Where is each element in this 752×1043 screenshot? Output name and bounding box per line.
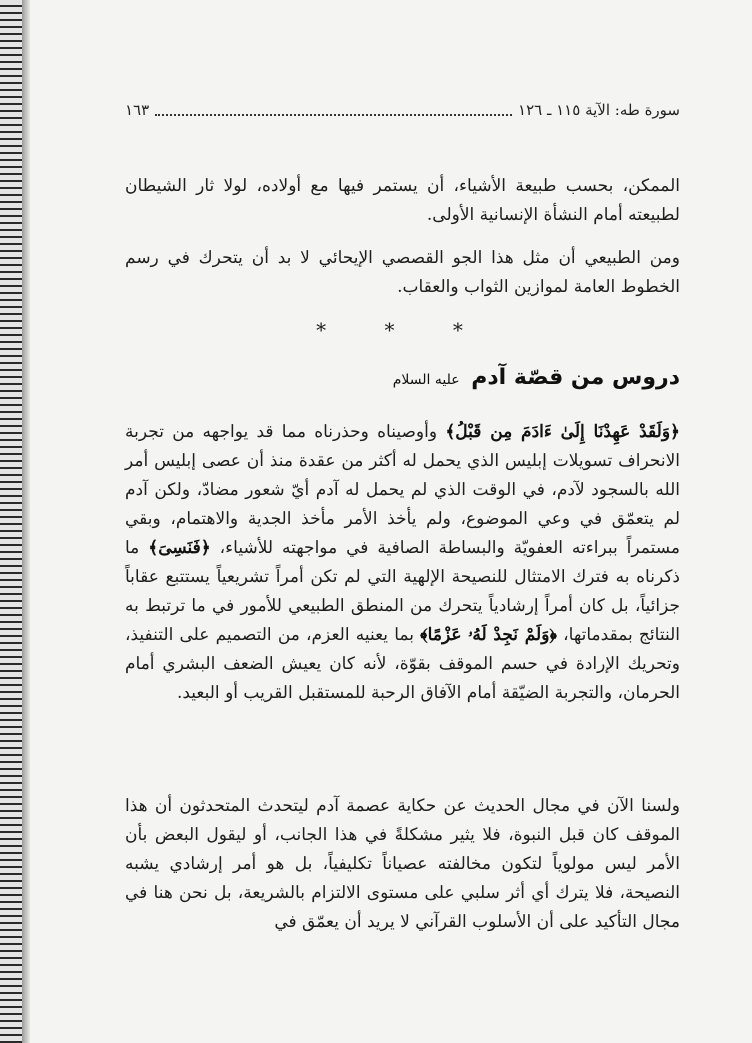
paragraph-3-part-2: ما ذكرناه به فترك الامتثال للنصيحة الإلهية التي لم تكن أمراً تشريعياً يستتبع عقاباً جزائياً، بل كان أمراً إرشادياً يتحرك من المنطق الطبيعي للأمور في ما ترتبط به النتائج بمقدماتها،: [125, 538, 680, 645]
section-heading: [125, 365, 680, 399]
page-number: ١٦٣: [125, 101, 150, 119]
surah-verse-title: سورة طه: الآية ١١٥ ـ ١٢٦: [518, 101, 680, 119]
section-separator: * * *: [316, 318, 489, 342]
heading-text: دروس من قصّة آدم: [471, 365, 680, 390]
quran-quote-3: ﴿وَلَمْ نَجِدْ لَهُۥ عَزْمًا﴾: [420, 625, 557, 645]
page-gutter-shadow: [22, 0, 30, 1043]
quran-quote-1: ﴿وَلَقَدْ عَهِدْنَا إِلَىٰ ءَادَمَ مِن قَبْلُ﴾: [445, 422, 680, 442]
paragraph-3-part-1: وأوصيناه وحذرناه مما قد يواجهه من تجربة الانحراف تسويلات إبليس الذي يحمل له أكثر من عقدة منذ أن عصى إبليس أمر الله بالسجود لآدم، في الوقت الذي لم يحمل له آدم أيّ شعور مضادّ، ولكن آدم لم يتعمّق في وعي الموضوع، ولم يأخذ الأمر مأخذ الجدية والاهتمام، وبقي مستمراً ببراءته العفويّة والبساطة الصافية في مواجهته للأشياء،: [125, 422, 680, 558]
quran-quote-2: ﴿فَنَسِىَ﴾: [148, 538, 211, 558]
leader-dots: [155, 104, 512, 116]
paragraph-2: ومن الطبيعي أن مثل هذا الجو القصصي الإيحائي لا بد أن يتحرك في رسم الخطوط العامة لموازين الثواب والعقاب.: [125, 248, 680, 297]
honorific-glyph: عليه السلام: [392, 372, 460, 388]
book-binding: [0, 0, 24, 1043]
paragraph-1: الممكن، بحسب طبيعة الأشياء، أن يستمر فيها مع أولاده، لولا ثار الشيطان لطبيعته أمام النشأة الإنسانية الأولى.: [125, 176, 680, 225]
paragraph-3: [125, 418, 680, 708]
paragraph-4: ولسنا الآن في مجال الحديث عن حكاية عصمة آدم ليتحدث المتحدثون أن هذا الموقف كان قبل النبوة، فلا يثير مشكلةً في هذا الجانب، أو ليقول البعض بأن الأمر ليس مولوياً لتكون مخالفته عصياناً تكليفياً، بل هو أمر إرشادي يشبه النصيحة، فلا يترك أي أثر سلبي على مستوى الالتزام بالشريعة، بل نحن هنا في مجال التأكيد على أن الأسلوب القرآني لا يريد أن يعمّق في: [125, 796, 680, 932]
running-header: [125, 98, 680, 122]
paragraph-3-part-3: بما يعنيه العزم، من التصميم على التنفيذ، وتحريك الإرادة في حسم الموقف بقوّة، لأنه كان يعيش الضعف البشري أمام الحرمان، والتجربة الضيّقة أمام الآفاق الرحبة للمستقبل القريب أو البعيد.: [125, 625, 680, 703]
